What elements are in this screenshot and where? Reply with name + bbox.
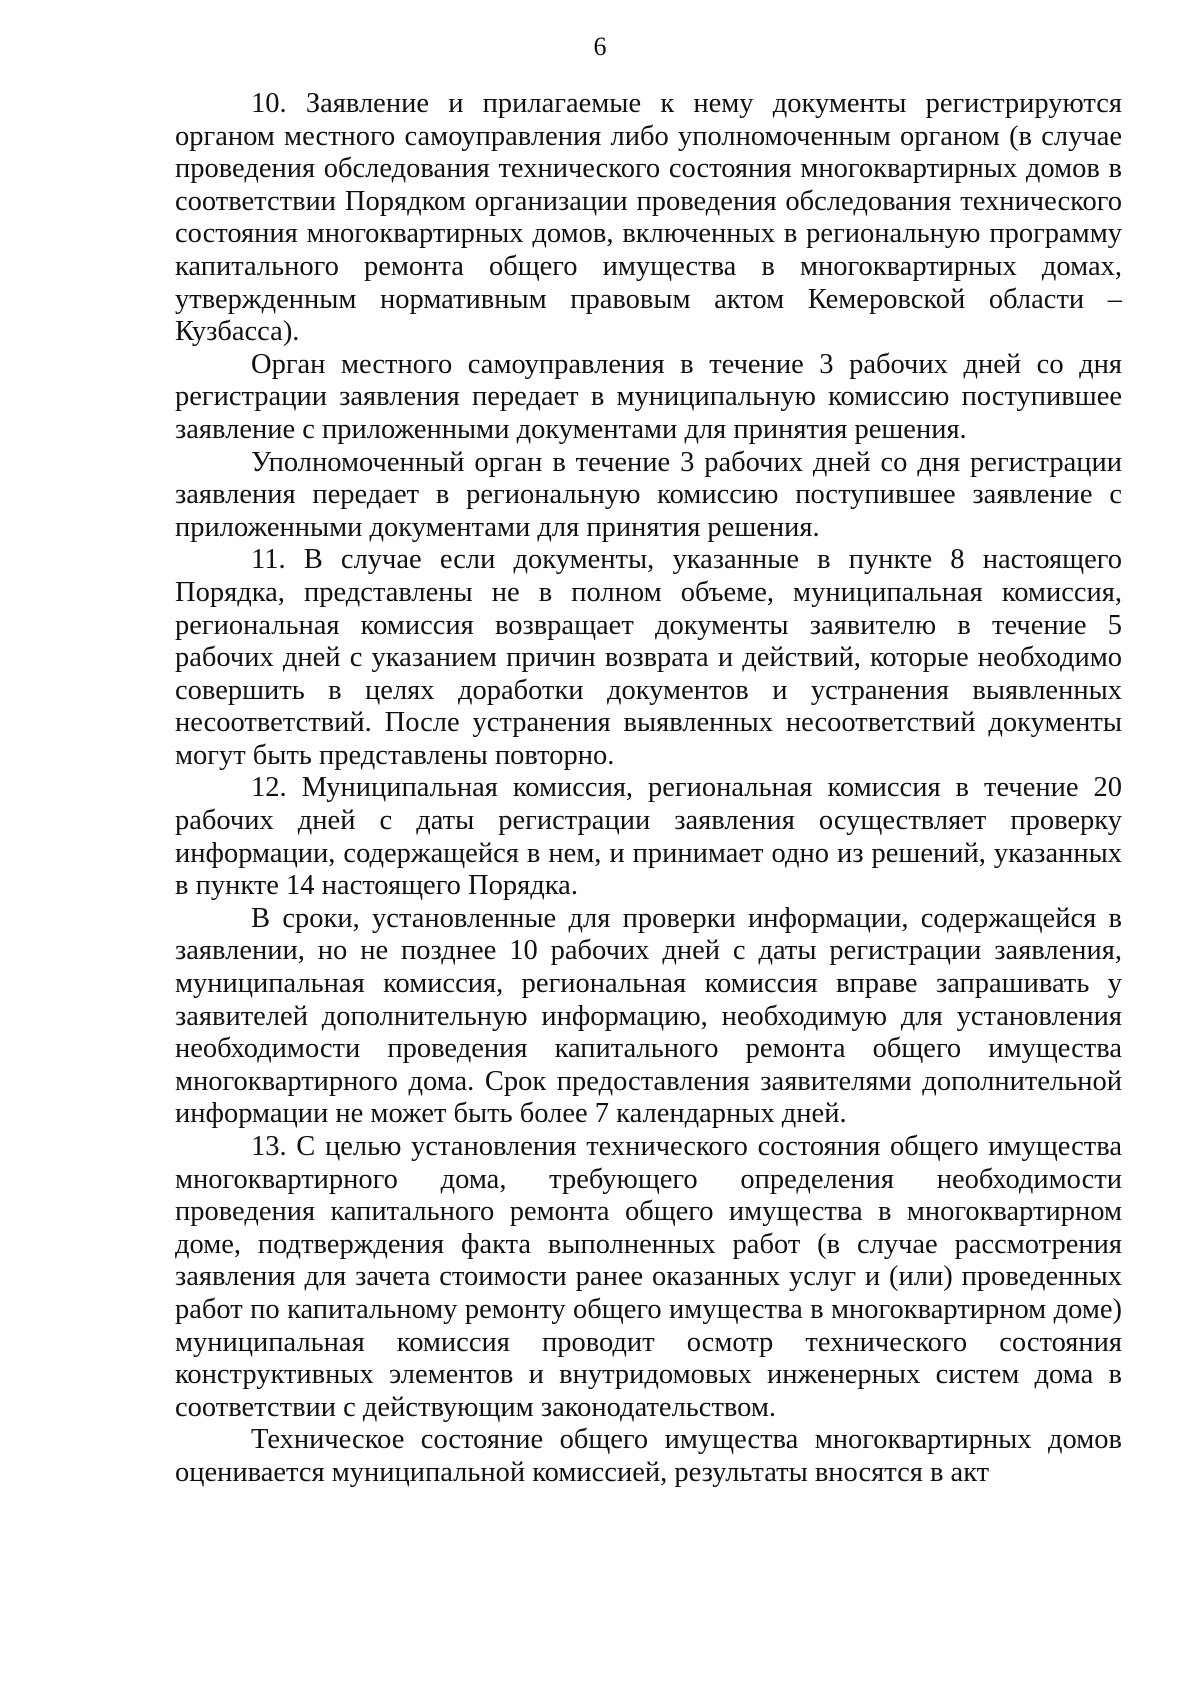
document-body: [175, 88, 1122, 1490]
paragraph-12: 12. Муниципальная комиссия, региональная комиссия в течение 20 рабочих дней с даты регистрации заявления осуществляет проверку информации, содержащейся в нем, и принимает одно из решений, указанных в пункте 14 настоящего Порядка.: [175, 772, 1122, 902]
paragraph-local-government: Орган местного самоуправления в течение 3 рабочих дней со дня регистрации заявления передает в муниципальную комиссию поступившее заявление с приложенными документами для принятия решения.: [175, 348, 1122, 445]
paragraph-10: 10. Заявление и прилагаемые к нему документы регистрируются органом местного самоуправления либо уполномоченным органом (в случае проведения обследования технического состояния многоквартирных домов в соответствии Порядком организации проведения обследования технического состояния многоквартирных домов, включенных в региональную программу капитального ремонта общего имущества в многоквартирных домах, утвержденным нормативным правовым актом Кемеровской области – Кузбасса).: [175, 88, 1122, 348]
paragraph-authorized-body: Уполномоченный орган в течение 3 рабочих дней со дня регистрации заявления передает в региональную комиссию поступившее заявление с приложенными документами для принятия решения.: [175, 446, 1122, 543]
paragraph-deadlines: В сроки, установленные для проверки информации, содержащейся в заявлении, но не позднее 10 рабочих дней с даты регистрации заявления, муниципальная комиссия, региональная комиссия вправе запрашивать у заявителей дополнительную информацию, необходимую для установления необходимости проведения капитального ремонта общего имущества многоквартирного дома. Срок предоставления заявителями дополнительной информации не может быть более 7 календарных дней.: [175, 902, 1122, 1130]
paragraph-13: 13. С целью установления технического состояния общего имущества многоквартирного дома, требующего определения необходимости проведения капитального ремонта общего имущества в многоквартирном доме, подтверждения факта выполненных работ (в случае рассмотрения заявления для зачета стоимости ранее оказанных услуг и (или) проведенных работ по капитальному ремонту общего имущества в многоквартирном доме) муниципальная комиссия проводит осмотр технического состояния конструктивных элементов и внутридомовых инженерных систем дома в соответствии с действующим законодательством.: [175, 1131, 1122, 1423]
paragraph-11: 11. В случае если документы, указанные в пункте 8 настоящего Порядка, представлены не в полном объеме, муниципальная комиссия, региональная комиссия возвращает документы заявителю в течение 5 рабочих дней с указанием причин возврата и действий, которые необходимо совершить в целях доработки документов и устранения выявленных несоответствий. После устранения выявленных несоответствий документы могут быть представлены повторно.: [175, 544, 1122, 771]
page-number: 6: [593, 32, 607, 61]
paragraph-technical-condition: Техническое состояние общего имущества многоквартирных домов оценивается муниципальной комиссией, результаты вносятся в акт: [175, 1424, 1122, 1488]
